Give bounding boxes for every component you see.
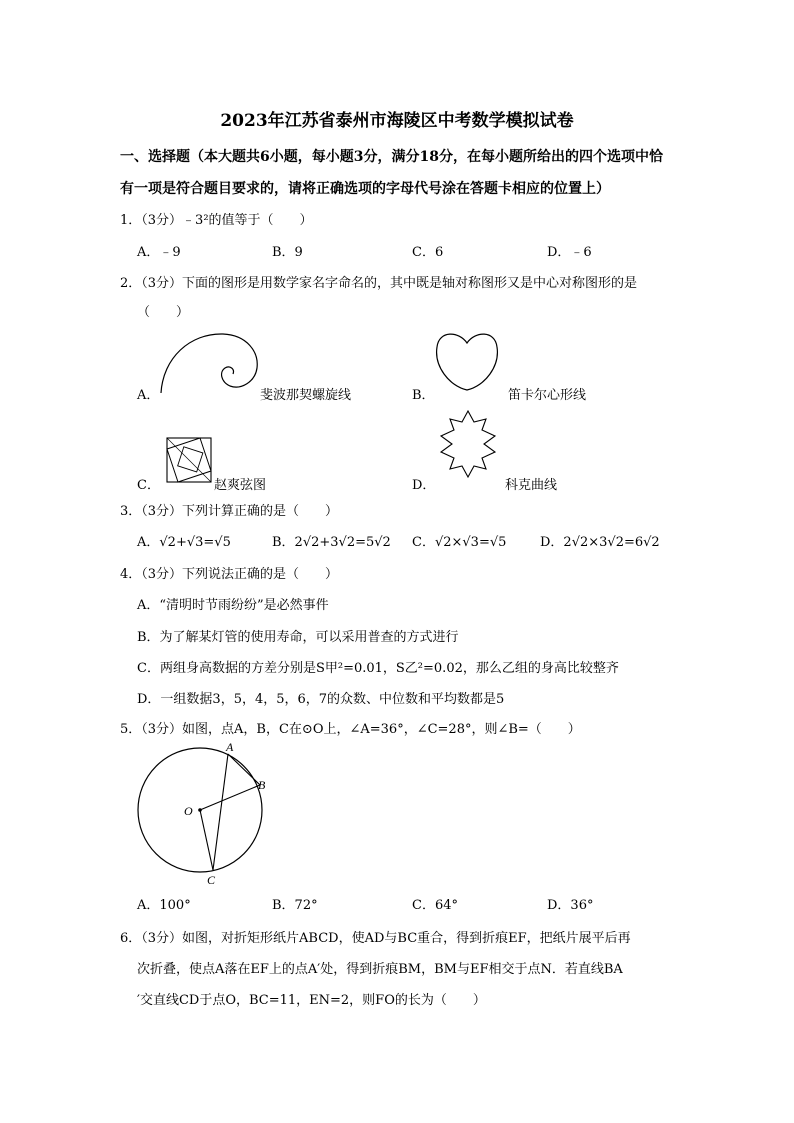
q5-option-a: A．100° (137, 898, 191, 913)
q3-option-d: D．2√2×3√2=6√2 (540, 535, 660, 550)
q2-caption-c: 赵爽弦图 (214, 478, 267, 493)
q3-option-c: C．√2×√3=√5 (412, 535, 507, 550)
point-o-label: O (184, 804, 193, 818)
q5-option-c: C．64° (412, 898, 458, 913)
q1-option-d: D．﹣6 (547, 245, 592, 260)
fibonacci-spiral-figure (155, 328, 265, 398)
q1-option-c: C．6 (412, 245, 444, 260)
q2-option-c-letter: C． (137, 478, 160, 493)
point-b-label: B (258, 778, 266, 792)
q2-caption-b: 笛卡尔心形线 (508, 388, 587, 403)
point-a-label: A (226, 740, 234, 754)
q2-stem-paren: （ ） (137, 305, 190, 320)
circle-geometry-figure (130, 735, 280, 890)
q2-stem: 2．（3分）下面的图形是用数学家名字命名的，其中既是轴对称图形又是中心对称图形的是 (120, 276, 638, 291)
q1-option-a: A．﹣9 (137, 245, 181, 260)
q4-stem: 4．（3分）下列说法正确的是（ ） (120, 567, 339, 582)
q5-stem: 5．（3分）如图，点A，B，C在⊙O上，∠A=36°，∠C=28°，则∠B=（ ） (120, 722, 581, 737)
q1-stem: 1．（3分）﹣3²的值等于（ ） (120, 213, 313, 228)
q3-option-b: B．2√2+3√2=5√2 (272, 535, 391, 550)
q4-option-d: D．一组数据3，5，4，5，6，7的众数、中位数和平均数都是5 (137, 692, 505, 707)
q2-caption-a: 斐波那契螺旋线 (260, 388, 352, 403)
q1-option-b: B．9 (272, 245, 303, 260)
zhao-shuang-diagram-figure (166, 437, 212, 483)
section-heading-line1: 一、选择题（本大题共6小题，每小题3分，满分18分，在每小题所给出的四个选项中恰 (120, 149, 663, 165)
q2-option-b-letter: B． (412, 388, 435, 403)
q6-stem-line2: 次折叠，使点A落在EF上的点A′处，得到折痕BM，BM与EF相交于点N．若直线BA (137, 962, 623, 977)
q5-option-d: D．36° (547, 898, 594, 913)
section-heading-line2: 有一项是符合题目要求的，请将正确选项的字母代号涂在答题卡相应的位置上） (120, 181, 610, 197)
page-title: 2023年江苏省泰州市海陵区中考数学模拟试卷 (220, 111, 574, 131)
q6-stem-line3: ′交直线CD于点O，BC=11，EN=2，则FO的长为（ ） (137, 993, 486, 1008)
q3-stem: 3．（3分）下列计算正确的是（ ） (120, 504, 339, 519)
q2-caption-d: 科克曲线 (505, 478, 558, 493)
q2-option-d-letter: D． (412, 478, 436, 493)
koch-snowflake-figure (433, 408, 503, 480)
q6-stem-line1: 6．（3分）如图，对折矩形纸片ABCD，使AD与BC重合，得到折痕EF，把纸片展平后再 (120, 931, 631, 946)
q2-option-a-letter: A． (137, 388, 160, 403)
q4-option-c: C．两组身高数据的方差分别是S甲²=0.01，S乙²=0.02，那么乙组的身高比较整齐 (137, 661, 619, 676)
cardioid-figure (434, 330, 500, 392)
q4-option-b: B．为了解某灯管的使用寿命，可以采用普查的方式进行 (137, 630, 459, 645)
q5-option-b: B．72° (272, 898, 318, 913)
q4-option-a: A．“清明时节雨纷纷”是必然事件 (137, 598, 329, 613)
q3-option-a: A．√2+√3=√5 (137, 535, 231, 550)
point-c-label: C (207, 873, 216, 887)
